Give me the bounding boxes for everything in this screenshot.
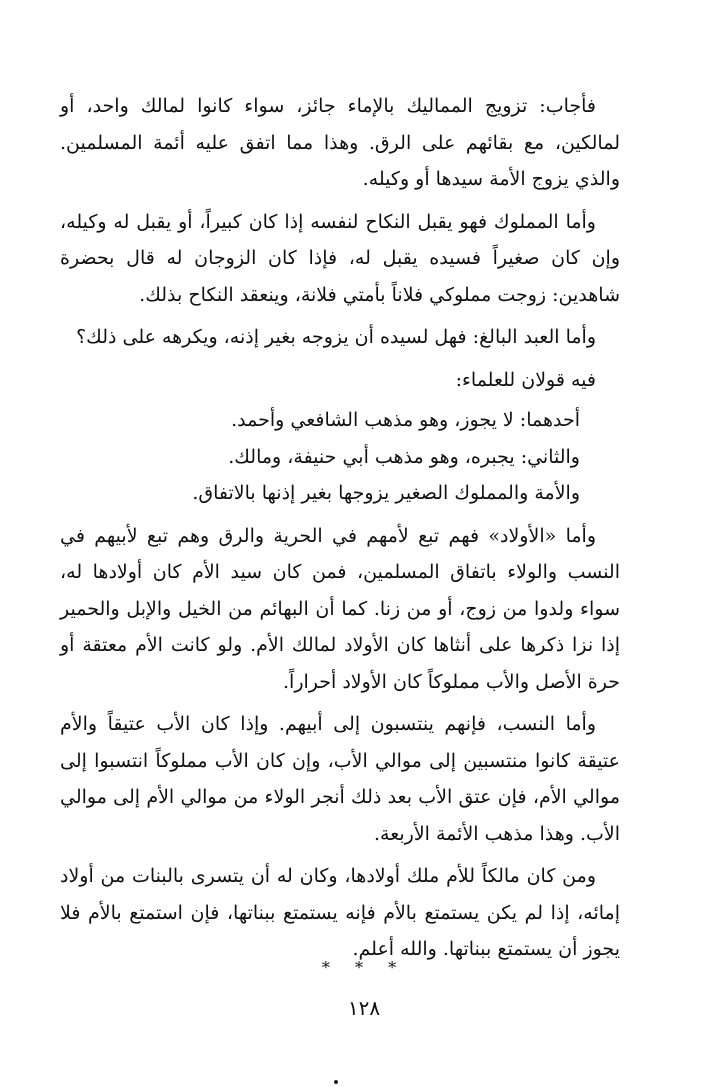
paragraph-children: وأما «الأولاد» فهم تبع لأمهم في الحرية والرق وهم تبع لأبيهم في النسب والولاء باتفاق المسلمين، فمن كان سيد الأم كان أولادها له، سواء ولدوا من زوج، أو من زنا. كما أن البهائم من الخيل والإبل والحمير إذا نزا ذكرها على أنثاها كان الأولاد لمالك الأم. ولو كانت الأم معتقة أو حرة الأصل والأب مملوكاً كان الأولاد أحراراً. bbox=[60, 524, 620, 693]
paragraph-concubinage: ومن كان مالكاً للأم ملك أولادها، وكان له أن يتسرى بالبنات من أولاد إمائه، إذا لم يكن يستمتع بالأم فإنه يستمتع ببناتها، فإن استمتع بالأم فلا يجوز أن يستمتع ببناتها. والله أعلم. bbox=[60, 865, 620, 960]
body-text bbox=[60, 88, 620, 972]
section-separator: * * * bbox=[321, 958, 407, 977]
ink-speck bbox=[334, 1080, 338, 1084]
page-number: ١٢٨ bbox=[347, 996, 381, 1020]
opinion-first: أحدهما: لا يجوز، وهو مذهب الشافعي وأحمد. bbox=[231, 409, 580, 431]
paragraph-answer: فأجاب: تزويج المماليك بالإماء جائز، سواء كانوا لمالك واحد، أو لمالكين، مع بقائهم على الرق. وهذا مما اتفق عليه أئمة المسلمين. والذي يزوج الأمة سيدها أو وكيله. bbox=[60, 95, 620, 190]
opinion-minor: والأمة والمملوك الصغير يزوجها بغير إذنها بالاتفاق. bbox=[192, 482, 580, 504]
paragraph-two-opinions: فيه قولان للعلماء: bbox=[455, 368, 596, 391]
paragraph-adult-slave-question: وأما العبد البالغ: فهل لسيده أن يزوجه بغير إذنه، ويكرهه على ذلك؟ bbox=[76, 326, 596, 348]
paragraph-lineage: وأما النسب، فإنهم ينتسبون إلى أبيهم. وإذا كان الأب عتيقاً والأم عتيقة كانوا منتسبين إلى موالي الأب، وإن كان الأب مملوكاً انتسبوا إلى موالي الأم، فإن عتق الأب بعد ذلك أنجر الولاء من موالي الأم إلى موالي الأب. وهذا مذهب الأئمة الأربعة. bbox=[60, 713, 620, 845]
paragraph-slave-marriage: وأما المملوك فهو يقبل النكاح لنفسه إذا كان كبيراً، أو يقبل له وكيله، وإن كان صغيراً فسيده يقبل له، فإذا كان الزوجان له قال بحضرة شاهدين: زوجت مملوكي فلاناً بأمتي فلانة، وينعقد النكاح بذلك. bbox=[60, 210, 620, 306]
opinion-second: والثاني: يجبره، وهو مذهب أبي حنيفة، ومالك. bbox=[228, 445, 580, 468]
